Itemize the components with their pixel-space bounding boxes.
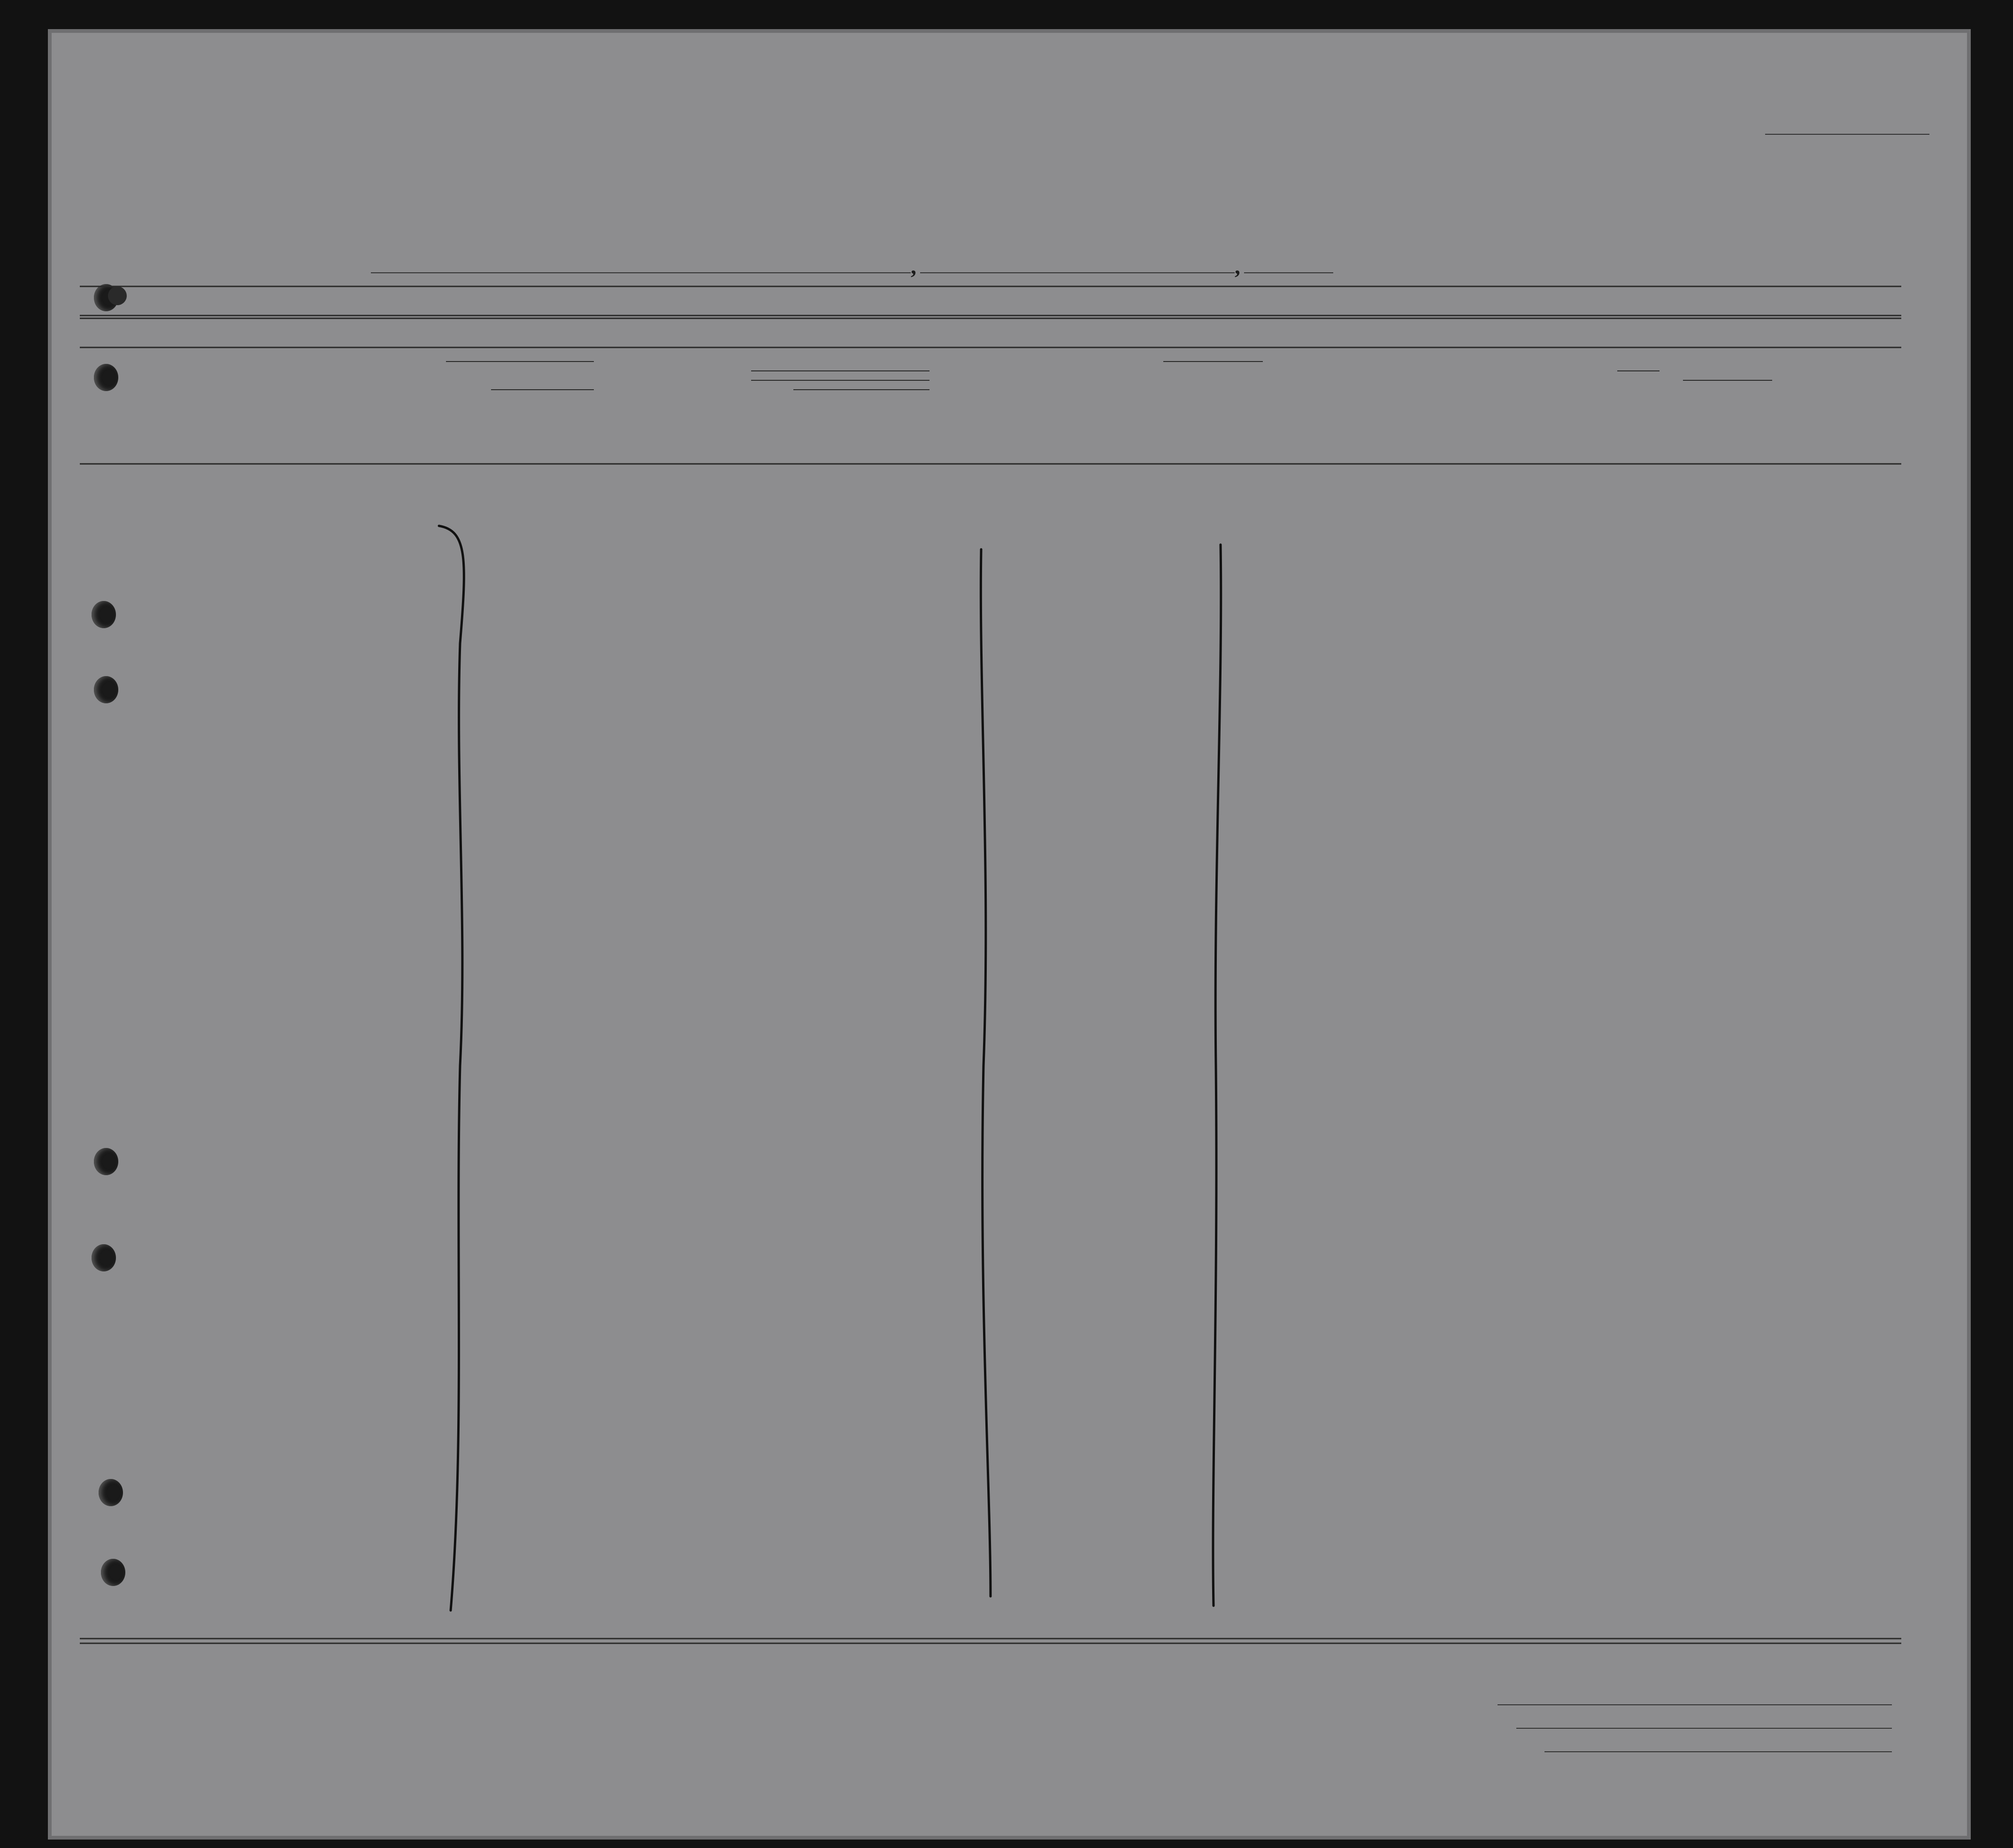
header-col25: [1265, 362, 1303, 460]
header-col34-feet: [1621, 418, 1637, 460]
header-col28: [1348, 357, 1400, 460]
header-col34-inches: [1641, 418, 1657, 460]
header-col24-c: [1231, 387, 1262, 462]
header-col29: [1402, 357, 1431, 460]
comma-2: ,: [1235, 254, 1240, 279]
comma-1: ,: [911, 254, 916, 279]
header-col24-a: [1165, 387, 1196, 462]
header-col24-b: [1198, 387, 1229, 462]
header-col30: [1433, 357, 1456, 460]
footer-owners-field: [1516, 1728, 1892, 1729]
footer-line-field: [1498, 1704, 1892, 1705]
table-grid: [52, 33, 1967, 1836]
header-col21: [721, 352, 749, 460]
header-col27: [1326, 357, 1347, 460]
header-col31: [1458, 357, 1480, 460]
header-col26: [1304, 357, 1325, 460]
header-col19: [599, 352, 622, 460]
manifest-sheet: [52, 33, 1967, 1836]
footer-agents-field: [1544, 1751, 1892, 1752]
